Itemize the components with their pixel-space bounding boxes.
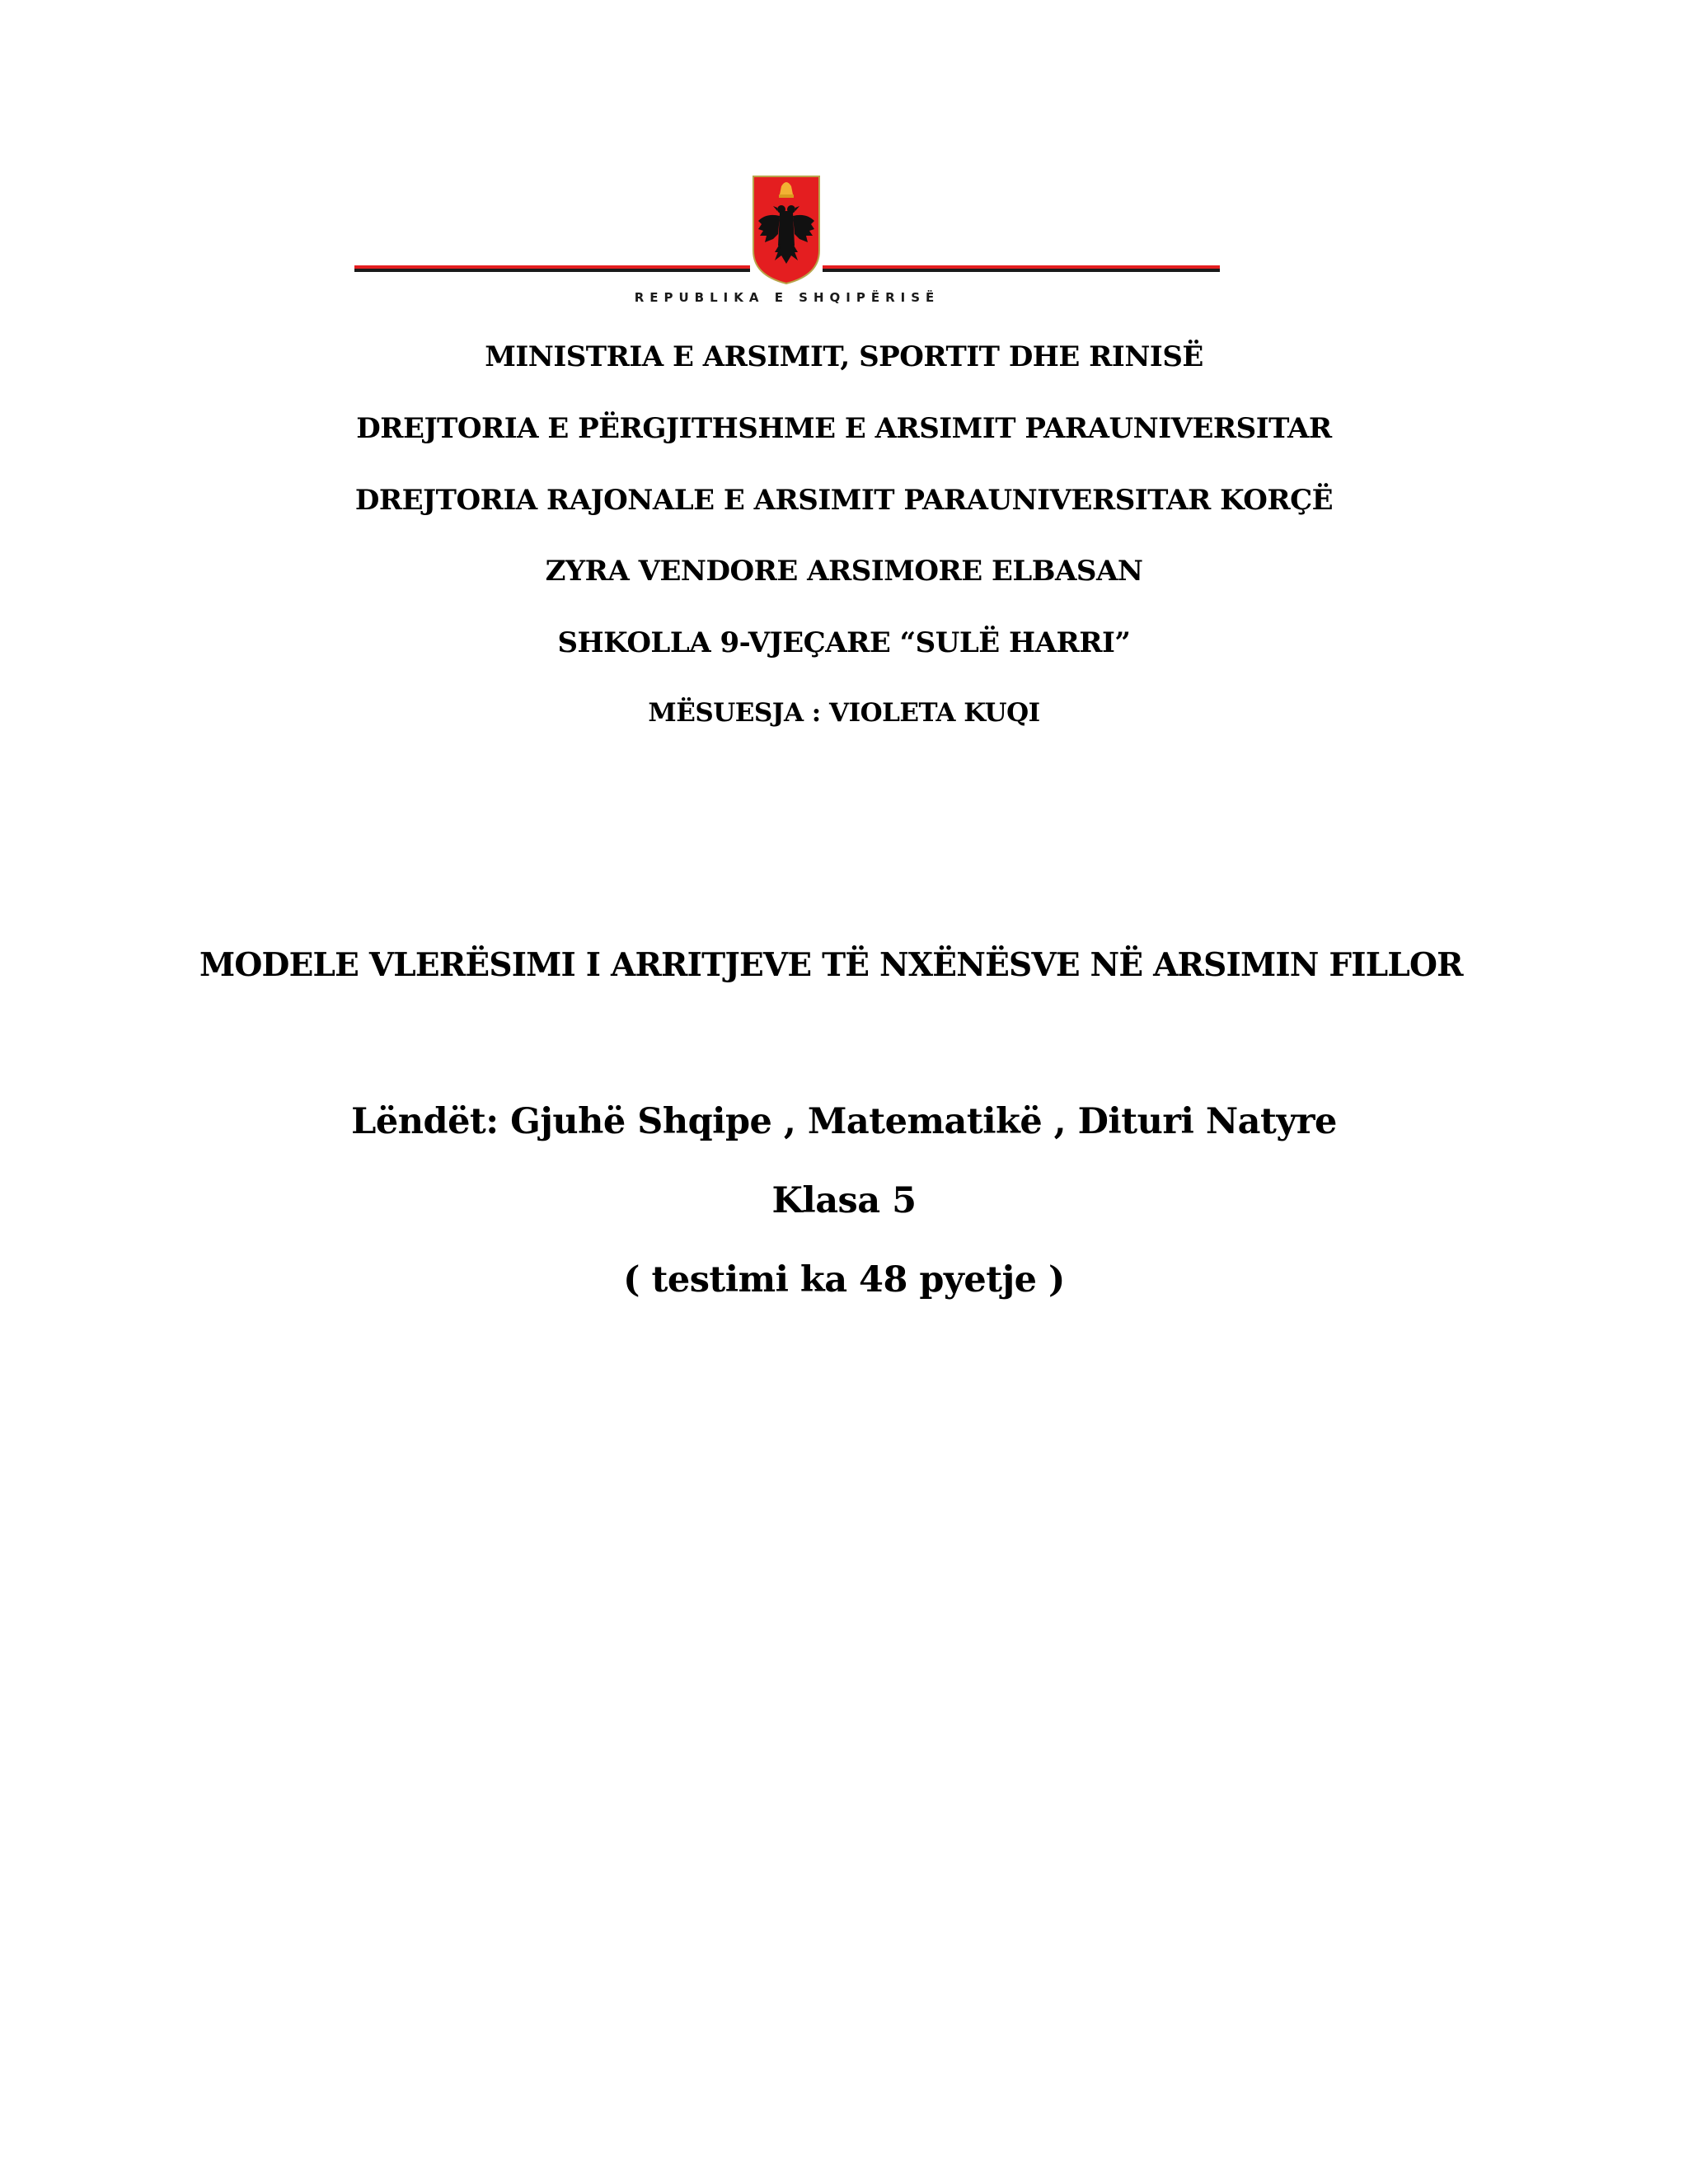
republic-label: REPUBLIKA E SHQIPËRISË bbox=[634, 290, 940, 305]
regional-directorate-heading: DREJTORIA RAJONALE E ARSIMIT PARAUNIVERSITAR KORÇË bbox=[354, 484, 1334, 517]
albanian-coat-of-arms-icon bbox=[752, 175, 821, 285]
letterhead bbox=[354, 175, 1220, 315]
local-office-heading: ZYRA VENDORE ARSIMORE ELBASAN bbox=[545, 555, 1143, 588]
question-count-note: ( testimi ka 48 pyetje ) bbox=[623, 1259, 1065, 1301]
subjects-line: Lëndët: Gjuhë Shqipe , Matematikë , Dituri Natyre bbox=[351, 1101, 1337, 1142]
document-title: MODELE VLERËSIMI I ARRITJEVE TË NXËNËSVE NË ARSIMIN FILLOR bbox=[199, 946, 1463, 984]
ministry-heading: MINISTRIA E ARSIMIT, SPORTIT DHE RINISË bbox=[485, 340, 1203, 373]
teacher-heading: MËSUESJA : VIOLETA KUQI bbox=[648, 698, 1040, 728]
grade-line: Klasa 5 bbox=[771, 1180, 917, 1221]
school-heading: SHKOLLA 9-VJEÇARE “SULË HARRI” bbox=[557, 626, 1131, 659]
letterhead-rule-left bbox=[354, 265, 750, 272]
general-directorate-heading: DREJTORIA E PËRGJITHSHME E ARSIMIT PARAUNIVERSITAR bbox=[356, 412, 1332, 445]
letterhead-rule-right bbox=[823, 265, 1220, 272]
